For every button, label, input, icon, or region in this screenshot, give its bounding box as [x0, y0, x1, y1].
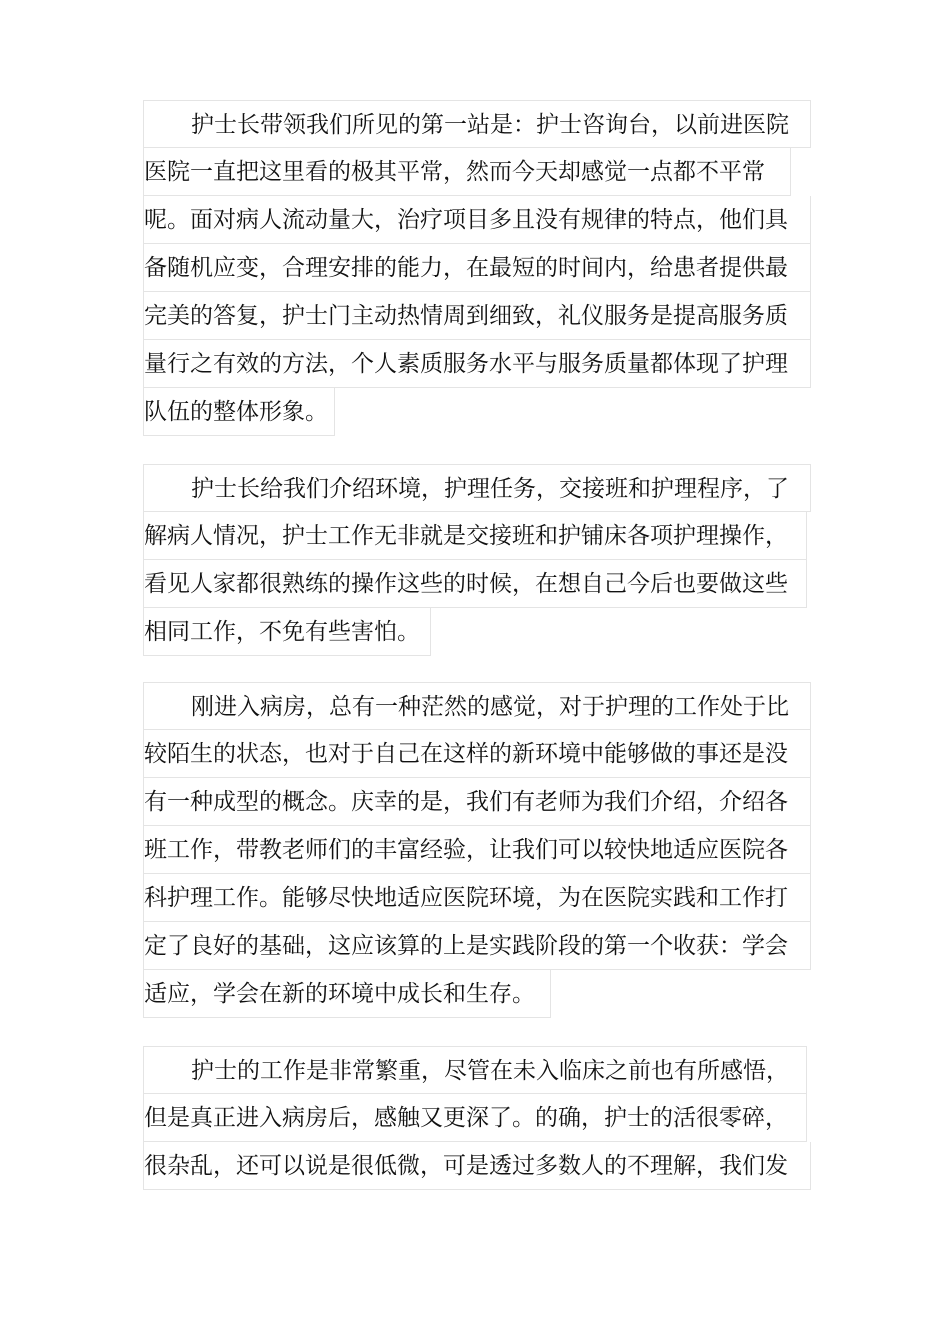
paragraph-4 [143, 1046, 813, 1190]
text-line: 医院一直把这里看的极其平常，然而今天却感觉一点都不平常 [143, 148, 791, 196]
text-line: 解病人情况，护士工作无非就是交接班和护铺床各项护理操作， [143, 512, 807, 560]
text-line: 刚进入病房，总有一种茫然的感觉，对于护理的工作处于比 [143, 682, 811, 730]
text-line: 量行之有效的方法，个人素质服务水平与服务质量都体现了护理 [143, 340, 811, 388]
text-line: 呢。面对病人流动量大，治疗项目多且没有规律的特点，他们具 [143, 196, 811, 244]
text-line: 较陌生的状态，也对于自己在这样的新环境中能够做的事还是没 [143, 730, 811, 778]
text-line: 护士长带领我们所见的第一站是：护士咨询台，以前进医院 [143, 100, 811, 148]
paragraph-1 [143, 100, 813, 436]
text-line: 备随机应变，合理安排的能力，在最短的时间内，给患者提供最 [143, 244, 811, 292]
text-line: 有一种成型的概念。庆幸的是，我们有老师为我们介绍，介绍各 [143, 778, 811, 826]
text-line: 适应，学会在新的环境中成长和生存。 [143, 970, 551, 1018]
text-line: 护士长给我们介绍环境，护理任务，交接班和护理程序，了 [143, 464, 811, 512]
text-line: 护士的工作是非常繁重，尽管在未入临床之前也有所感悟， [143, 1046, 807, 1094]
paragraph-3 [143, 682, 813, 1018]
text-line: 定了良好的基础，这应该算的上是实践阶段的第一个收获：学会 [143, 922, 811, 970]
text-line: 科护理工作。能够尽快地适应医院环境，为在医院实践和工作打 [143, 874, 811, 922]
text-line: 相同工作，不免有些害怕。 [143, 608, 431, 656]
text-line: 但是真正进入病房后，感触又更深了。的确，护士的活很零碎， [143, 1094, 807, 1142]
paragraph-2 [143, 464, 813, 656]
text-line: 很杂乱，还可以说是很低微，可是透过多数人的不理解，我们发 [143, 1142, 811, 1190]
text-line: 看见人家都很熟练的操作这些的时候，在想自己今后也要做这些 [143, 560, 807, 608]
text-line: 完美的答复，护士门主动热情周到细致，礼仪服务是提高服务质 [143, 292, 811, 340]
text-line: 队伍的整体形象。 [143, 388, 335, 436]
text-line: 班工作，带教老师们的丰富经验，让我们可以较快地适应医院各 [143, 826, 811, 874]
